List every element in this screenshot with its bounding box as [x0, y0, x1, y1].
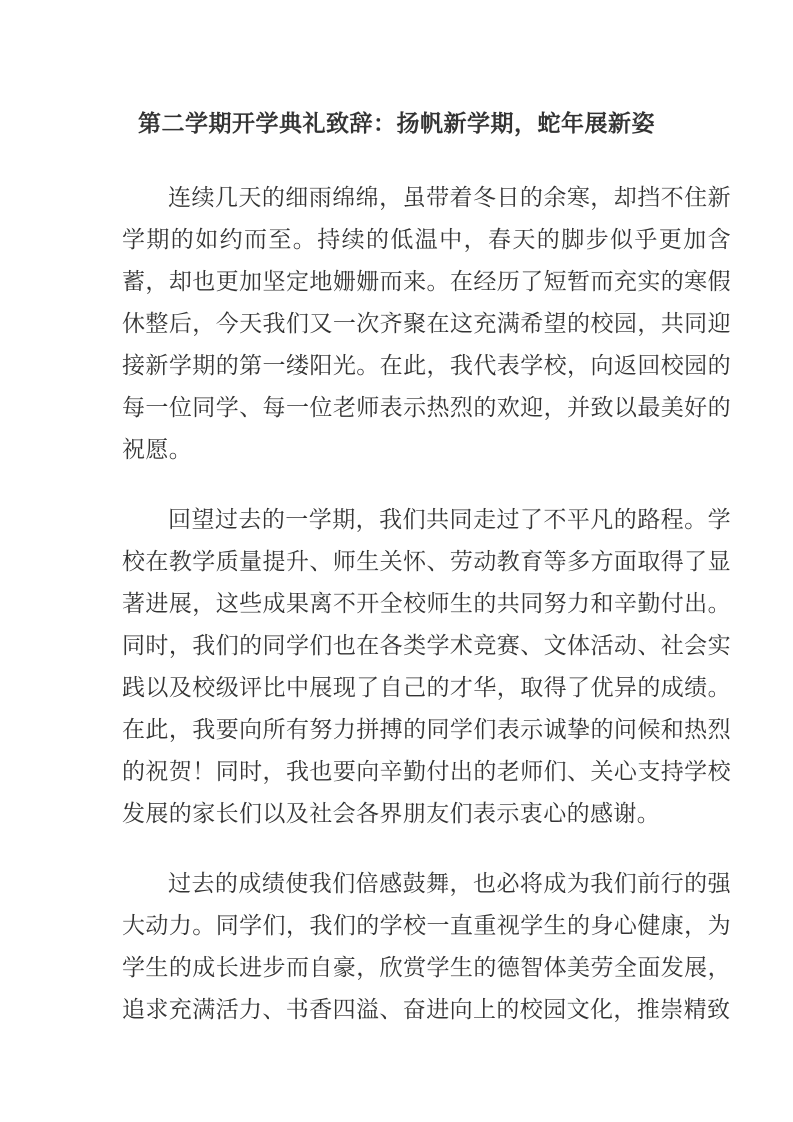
paragraph-1: 连续几天的细雨绵绵，虽带着冬日的余寒，却挡不住新学期的如约而至。持续的低温中，春天的脚步似乎更加含蓄，却也更加坚定地姗姗而来。在经历了短暂而充实的寒假休整后，今天我们又一次齐聚在这充满希望的校园，共同迎接新学期的第一缕阳光。在此，我代表学校，向返回校园的每一位同学、每一位老师表示热烈的欢迎，并致以最美好的祝愿。: [122, 185, 731, 463]
paragraph-2: 回望过去的一学期，我们共同走过了不平凡的路程。学校在教学质量提升、师生关怀、劳动教育等多方面取得了显著进展，这些成果离不开全校师生的共同努力和辛勤付出。同时，我们的同学们也在各类学术竞赛、文体活动、社会实践以及校级评比中展现了自己的才华，取得了优异的成绩。在此，我要向所有努力拼搏的同学们表示诚挚的问候和热烈的祝贺！同时，我也要向辛勤付出的老师们、关心支持学校发展的家长们以及社会各界朋友们表示衷心的感谢。: [122, 507, 731, 827]
document-title: 第二学期开学典礼致辞：扬帆新学期，蛇年展新姿: [138, 111, 655, 137]
paragraph-3: 过去的成绩使我们倍感鼓舞，也必将成为我们前行的强大动力。同学们，我们的学校一直重视学生的身心健康，为学生的成长进步而自豪，欣赏学生的德智体美劳全面发展，追求充满活力、书香四溢、奋进向上的校园文化，推崇精致: [122, 871, 731, 1023]
document-body: [122, 177, 731, 1031]
